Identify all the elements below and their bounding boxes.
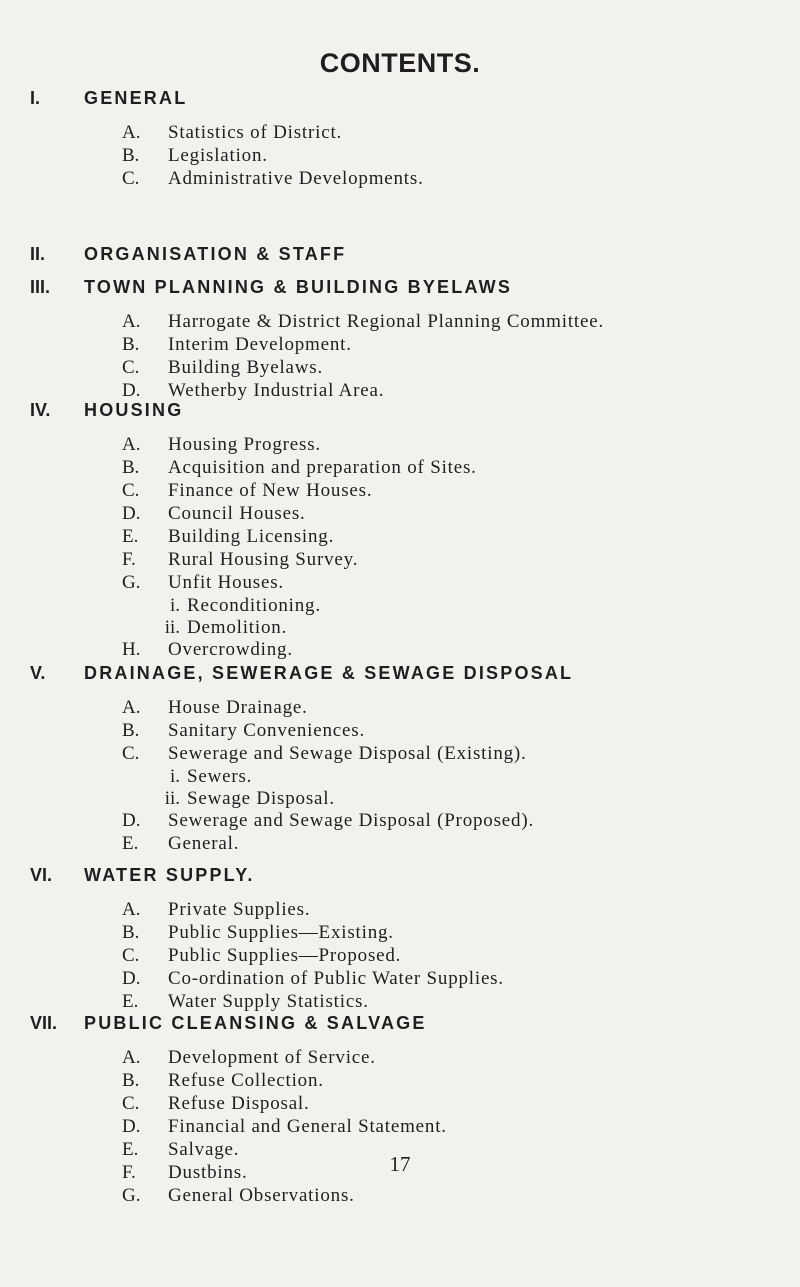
item-letter: F. [122,1162,136,1183]
item-letter: B. [122,922,140,943]
item-text: Council Houses. [168,503,306,524]
toc-item [0,968,800,991]
item-text: Financial and General Statement. [168,1116,447,1137]
toc-item [0,945,800,968]
item-text: Dustbins. [168,1162,248,1183]
item-text: House Drainage. [168,697,308,718]
toc-item [0,168,800,191]
item-letter: C. [122,480,140,501]
item-letter: D. [122,503,141,524]
item-letter: B. [122,720,140,741]
section-numeral: VII. [30,1013,58,1033]
toc-item [0,1093,800,1116]
toc-item [0,457,800,480]
item-letter: A. [122,1047,141,1068]
subitem-text: Demolition. [187,617,288,638]
toc-item [0,743,800,766]
section-title: WATER SUPPLY. [84,865,255,885]
toc-item [0,334,800,357]
item-text: Legislation. [168,145,268,166]
item-text: Overcrowding. [168,639,293,660]
section-heading [0,244,800,278]
section-heading [0,277,800,311]
subitem-text: Sewers. [187,766,253,787]
item-letter: A. [122,311,141,332]
section-numeral: V. [30,663,46,683]
toc-item [0,311,800,334]
item-text: Private Supplies. [168,899,311,920]
item-text: General. [168,833,240,854]
item-letter: C. [122,945,140,966]
section-title: DRAINAGE, SEWERAGE & SEWAGE DISPOSAL [84,663,574,683]
item-letter: D. [122,380,141,401]
toc-subitem [0,595,800,617]
item-letter: D. [122,1116,141,1137]
page-number: 17 [389,1152,411,1176]
toc-section [0,865,800,1014]
item-text: Sanitary Conveniences. [168,720,365,741]
item-letter: G. [122,572,141,593]
item-letter: F. [122,549,136,570]
toc-section [0,400,800,662]
section-numeral: VI. [30,865,53,885]
section-numeral: III. [30,277,51,297]
item-letter: C. [122,743,140,764]
item-text: Public Supplies—Existing. [168,922,394,943]
toc-section [0,88,800,191]
toc-item [0,922,800,945]
toc-section [0,244,800,278]
page-title: CONTENTS. [319,48,481,78]
item-text: Water Supply Statistics. [168,991,369,1012]
item-text: Administrative Developments. [168,168,424,189]
item-text: Housing Progress. [168,434,321,455]
section-numeral: I. [30,88,41,108]
item-letter: E. [122,991,139,1012]
item-text: Refuse Collection. [168,1070,324,1091]
toc-item [0,526,800,549]
subitem-numeral: i. [169,595,180,616]
item-text: Building Byelaws. [168,357,324,378]
section-title: HOUSING [84,400,184,420]
toc-item [0,697,800,720]
section-numeral: IV. [30,400,51,420]
subitem-numeral: i. [169,766,180,787]
item-text: Finance of New Houses. [168,480,373,501]
toc-subitem [0,617,800,639]
item-text: Interim Development. [168,334,352,355]
item-letter: A. [122,899,141,920]
item-letter: B. [122,1070,140,1091]
section-numeral: II. [30,244,46,264]
subitem-numeral: ii. [164,617,180,638]
item-letter: G. [122,1185,141,1206]
section-heading [0,88,800,122]
item-text: Co-ordination of Public Water Supplies. [168,968,504,989]
section-heading [0,663,800,697]
item-text: Sewerage and Sewage Disposal (Proposed). [168,810,534,831]
toc-item [0,357,800,380]
section-heading [0,865,800,899]
subitem-numeral: ii. [164,788,180,809]
toc-subitem [0,766,800,788]
item-text: Salvage. [168,1139,240,1160]
item-letter: C. [122,357,140,378]
section-title: TOWN PLANNING & BUILDING BYELAWS [84,277,513,297]
item-text: Statistics of District. [168,122,343,143]
item-text: Harrogate & District Regional Planning Committee. [168,311,605,332]
item-letter: A. [122,122,141,143]
item-letter: D. [122,968,141,989]
item-letter: A. [122,434,141,455]
toc-item [0,480,800,503]
item-text: Sewerage and Sewage Disposal (Existing). [168,743,527,764]
section-title: GENERAL [84,88,188,108]
section-heading [0,400,800,434]
toc-item [0,810,800,833]
subitem-text: Sewage Disposal. [187,788,335,809]
toc-item [0,572,800,595]
item-text: Rural Housing Survey. [168,549,359,570]
toc-section [0,663,800,856]
toc-item [0,720,800,743]
section-title: PUBLIC CLEANSING & SALVAGE [84,1013,427,1033]
subitem-text: Reconditioning. [187,595,321,616]
item-letter: H. [122,639,141,660]
item-text: Wetherby Industrial Area. [168,380,385,401]
toc-item [0,639,800,662]
item-text: Development of Service. [168,1047,376,1068]
item-text: Public Supplies—Proposed. [168,945,402,966]
item-letter: D. [122,810,141,831]
item-text: Building Licensing. [168,526,335,547]
item-letter: E. [122,526,139,547]
toc-item [0,991,800,1014]
section-heading [0,1013,800,1047]
item-text: Unfit Houses. [168,572,284,593]
toc-section [0,277,800,403]
item-letter: E. [122,1139,139,1160]
item-letter: B. [122,145,140,166]
toc-item [0,434,800,457]
toc-item [0,122,800,145]
item-letter: E. [122,833,139,854]
toc-item [0,1116,800,1139]
item-text: Acquisition and preparation of Sites. [168,457,477,478]
toc-item [0,503,800,526]
item-letter: B. [122,334,140,355]
toc-item [0,899,800,922]
item-letter: A. [122,697,141,718]
item-letter: C. [122,168,140,189]
toc-subitem [0,788,800,810]
item-letter: C. [122,1093,140,1114]
item-text: Refuse Disposal. [168,1093,310,1114]
toc-item [0,1185,800,1208]
toc-item [0,1047,800,1070]
toc-item [0,145,800,168]
toc-item [0,1070,800,1093]
toc-item [0,549,800,572]
toc-item [0,833,800,856]
item-letter: B. [122,457,140,478]
section-title: ORGANISATION & STAFF [84,244,347,264]
toc-section [0,1013,800,1208]
item-text: General Observations. [168,1185,355,1206]
